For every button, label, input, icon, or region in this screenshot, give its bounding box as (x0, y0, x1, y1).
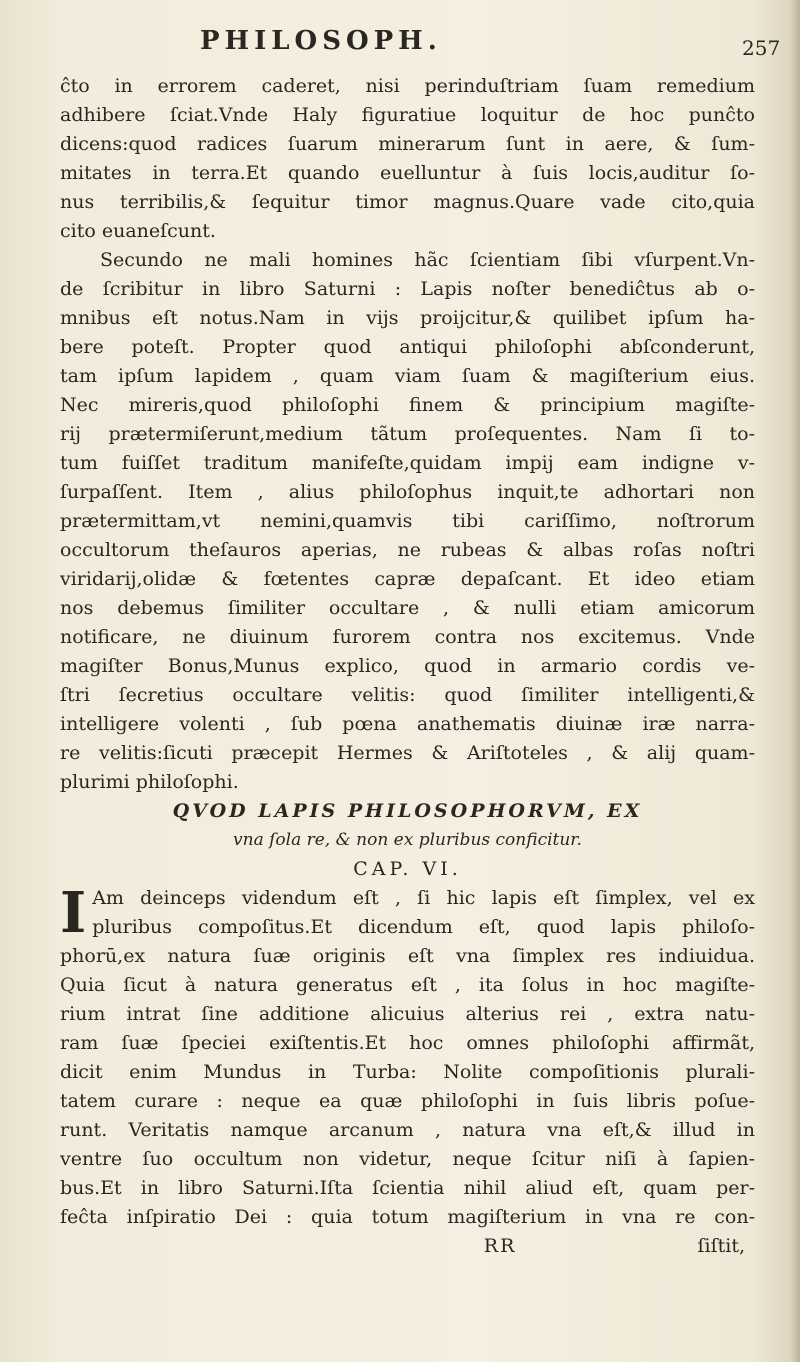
text-line: bus.Et in libro Saturni.Iſta ſcientia nihil aliud eſt, quam per- (60, 1177, 755, 1199)
signature-mark: RR (483, 1235, 517, 1257)
text-line: dicens:quod radices ſuarum minerarum ſunt in aere, & ſum- (60, 133, 755, 155)
text-line: dicit enim Mundus in Turba: Nolite compoſitionis plurali- (60, 1061, 755, 1083)
text-line: cito euaneſcunt. (60, 220, 216, 242)
body-text (60, 72, 755, 1261)
catchword: ſiſtit, (697, 1235, 745, 1257)
text-line: bere poteſt. Propter quod antiqui philoſophi abſconderunt, (60, 336, 755, 358)
text-line: tum fuiſſet traditum manifeſte,quidam impij eam indigne v- (60, 452, 755, 474)
text-line: prætermittam,vt nemini,quamvis tibi cariſſimo, noſtrorum (60, 510, 755, 532)
chapter-subtitle: vna ſola re, & non ex pluribus conficitur. (233, 830, 582, 850)
text-line: nus terribilis,& ſequitur timor magnus.Quare vade cito,quia (60, 191, 755, 213)
text-line: magiſter Bonus,Munus explico, quod in armario cordis ve- (60, 655, 755, 677)
text-line: Nec mireris,quod philoſophi finem & principium magiſte- (60, 394, 755, 416)
text-line: Quia ſicut à natura generatus eſt , ita ſolus in hoc magiſte- (60, 974, 755, 996)
text-line: phorū,ex natura ſuæ originis eſt vna ſimplex res indiuidua. (60, 945, 755, 967)
running-head: PHILOSOPH. (200, 26, 442, 56)
page-number: 257 (742, 36, 781, 60)
text-line: ventre ſuo occultum non videtur, neque ſcitur niſi à ſapien- (60, 1148, 755, 1170)
text-line: ſurpaſſent. Item , alius philoſophus inquit,te adhortari non (60, 481, 755, 503)
text-line: intelligere volenti , ſub pœna anathematis diuinæ iræ narra- (60, 713, 755, 735)
text-line: occultorum theſauros aperias, ne rubeas & albas roſas noſtri (60, 539, 755, 561)
text-line: adhibere ſciat.Vnde Haly figuratiue loquitur de hoc punĉto (60, 104, 755, 126)
text-line: rij prætermiſerunt,medium tãtum proſequentes. Nam ſi to- (60, 423, 755, 445)
text-line: Secundo ne mali homines hãc ſcientiam ſibi vſurpent.Vn- (100, 249, 755, 271)
text-line: ſtri ſecretius occultare velitis: quod ſimiliter intelligenti,& (60, 684, 755, 706)
text-line: tam ipſum lapidem , quam viam ſuam & magiſterium eius. (60, 365, 755, 387)
text-line: ĉto in errorem caderet, nisi perinduſtriam ſuam remedium (60, 75, 755, 97)
text-line: runt. Veritatis namque arcanum , natura vna eſt,& illud in (60, 1119, 755, 1141)
page-edge-shadow (790, 0, 800, 1362)
text-line: Am deinceps videndum eſt , ſi hic lapis eſt ſimplex, vel ex (92, 887, 755, 909)
page-footer (60, 1232, 755, 1261)
page-header (0, 26, 800, 66)
text-line: re velitis:ſicuti præcepit Hermes & Ariſtoteles , & alij quam- (60, 742, 755, 764)
text-line: pluribus compoſitus.Et dicendum eſt, quod lapis philoſo- (92, 916, 755, 938)
text-line: mitates in terra.Et quando euelluntur à ſuis locis,auditur ſo- (60, 162, 755, 184)
chapter-title: QVOD LAPIS PHILOSOPHORVM, EX (172, 800, 643, 822)
text-line: plurimi philoſophi. (60, 771, 239, 793)
text-line: mnibus eſt notus.Nam in vijs proijcitur,& quilibet ipſum ha- (60, 307, 755, 329)
text-line: tatem curare : neque ea quæ philoſophi in ſuis libris poſue- (60, 1090, 755, 1112)
text-line: rium intrat ſine additione alicuius alterius rei , extra natu- (60, 1003, 755, 1025)
drop-cap: I (60, 880, 87, 946)
text-line: feĉta inſpiratio Dei : quia totum magiſterium in vna re con- (60, 1206, 755, 1228)
text-line: ram ſuæ ſpeciei exiſtentis.Et hoc omnes philoſophi affirmãt, (60, 1032, 755, 1054)
chapter-number: CAP. VI. (353, 858, 462, 880)
text-line: notificare, ne diuinum furorem contra nos excitemus. Vnde (60, 626, 755, 648)
chapter-opening (60, 880, 755, 946)
text-line: de ſcribitur in libro Saturni : Lapis noſter benediĉtus ab o- (60, 278, 755, 300)
text-line: nos debemus ſimiliter occultare , & nulli etiam amicorum (60, 597, 755, 619)
text-line: viridarij,olidæ & fœtentes capræ depaſcant. Et ideo etiam (60, 568, 755, 590)
